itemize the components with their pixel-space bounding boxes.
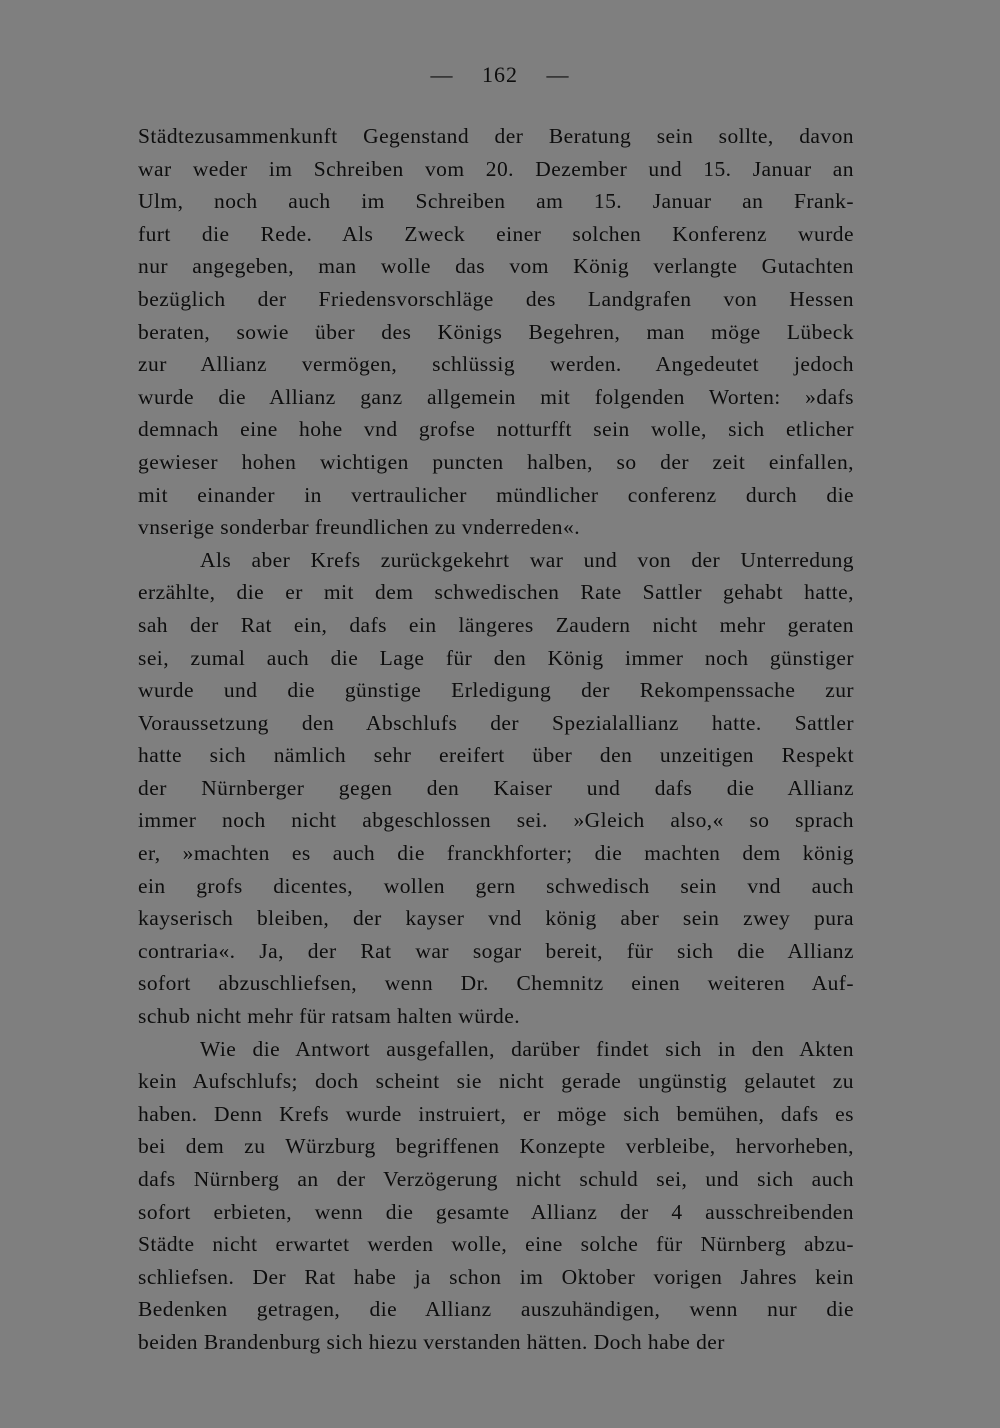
page-number-value: 162 (482, 62, 518, 87)
text-line: Bedenken getragen, die Allianz auszuhändigen, wenn nur die (138, 1297, 854, 1322)
text-line: furt die Rede. Als Zweck einer solchen Konferenz wurde (138, 221, 854, 246)
text-line: wurde und die günstige Erledigung der Rekompenssache zur (138, 678, 854, 703)
text-line: Städtezusammenkunft Gegenstand der Beratung sein sollte, davon (138, 124, 854, 148)
paragraph (138, 120, 854, 544)
text-line: sofort erbieten, wenn die gesamte Allianz der 4 ausschreibenden (138, 1199, 854, 1224)
text-line: ein grofs dicentes, wollen gern schwedisch sein vnd auch (138, 873, 854, 898)
text-line: gewieser hohen wichtigen puncten halben, so der zeit einfallen, (138, 449, 854, 474)
text-line: sofort abzuschliefsen, wenn Dr. Chemnitz einen weiteren Auf- (138, 971, 854, 996)
text-line: haben. Denn Krefs wurde instruiert, er möge sich bemühen, dafs es (138, 1101, 854, 1126)
text-line: Wie die Antwort ausgefallen, darüber findet sich in den Akten (200, 1036, 854, 1061)
page-number-dash-right: — (546, 62, 570, 87)
text-line: Städte nicht erwartet werden wolle, eine solche für Nürnberg abzu- (138, 1232, 854, 1257)
text-line: kayserisch bleiben, der kayser vnd könig aber sein zwey pura (138, 906, 854, 931)
text-line: sah der Rat ein, dafs ein längeres Zaudern nicht mehr geraten (138, 612, 854, 637)
text-line: erzählte, die er mit dem schwedischen Rate Sattler gehabt hatte, (138, 580, 854, 605)
text-line: contraria«. Ja, der Rat war sogar bereit, für sich die Allianz (138, 938, 854, 963)
text-line: schub nicht mehr für ratsam halten würde. (138, 1004, 521, 1029)
text-line: er, »machten es auch die franckhforter; die machten dem könig (138, 841, 854, 866)
text-line: hatte sich nämlich sehr ereifert über den unzeitigen Respekt (138, 743, 854, 768)
paragraph (138, 1033, 854, 1359)
text-line: zur Allianz vermögen, schlüssig werden. Angedeutet jedoch (138, 352, 854, 377)
text-line: nur angegeben, man wolle das vom König verlangte Gutachten (138, 254, 854, 279)
text-line: dafs Nürnberg an der Verzögerung nicht schuld sei, und sich auch (138, 1167, 854, 1191)
text-line: kein Aufschlufs; doch scheint sie nicht gerade ungünstig gelautet zu (138, 1069, 854, 1094)
text-line: schliefsen. Der Rat habe ja schon im Oktober vorigen Jahres kein (138, 1264, 854, 1289)
text-line: wurde die Allianz ganz allgemein mit folgenden Worten: »dafs (138, 384, 854, 409)
text-line: immer noch nicht abgeschlossen sei. »Gleich also,« so sprach (138, 808, 854, 833)
text-line: war weder im Schreiben vom 20. Dezember und 15. Januar an (138, 156, 854, 181)
text-line: Voraussetzung den Abschlufs der Spezialallianz hatte. Sattler (138, 710, 854, 735)
text-line: vnserige sonderbar freundlichen zu vnderreden«. (138, 515, 581, 540)
text-line: der Nürnberger gegen den Kaiser und dafs die Allianz (138, 775, 854, 800)
text-line: mit einander in vertraulicher mündlicher conferenz durch die (138, 482, 854, 507)
page-number-dash-left: — (430, 62, 454, 87)
text-line: bezüglich der Friedensvorschläge des Landgrafen von Hessen (138, 286, 854, 311)
paragraph (138, 544, 854, 1033)
text-line: Ulm, noch auch im Schreiben am 15. Januar an Frank- (138, 189, 854, 214)
text-line: Als aber Krefs zurückgekehrt war und von der Unterredung (200, 547, 854, 572)
page-number (0, 62, 1000, 88)
body-text (138, 120, 854, 1359)
text-line: beraten, sowie über des Königs Begehren, man möge Lübeck (138, 319, 854, 344)
text-line: sei, zumal auch die Lage für den König immer noch günstiger (138, 645, 854, 670)
text-line: beiden Brandenburg sich hiezu verstanden hätten. Doch habe der (138, 1329, 725, 1354)
text-line: demnach eine hohe vnd grofse notturfft sein wolle, sich etlicher (138, 417, 854, 442)
text-line: bei dem zu Würzburg begriffenen Konzepte verbleibe, hervorheben, (138, 1134, 854, 1159)
